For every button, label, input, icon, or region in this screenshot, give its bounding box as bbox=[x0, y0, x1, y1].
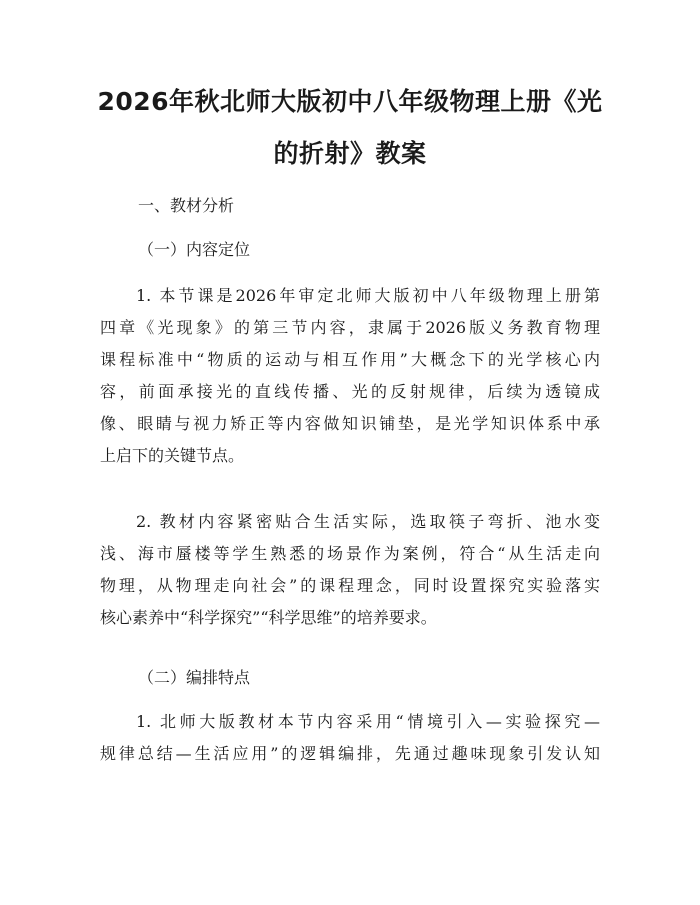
paragraph-2-line: 浅、海市蜃楼等学生熟悉的场景作为案例，符合“从生活走向 bbox=[100, 544, 600, 563]
paragraph-1-line: 课程标准中“物质的运动与相互作用”大概念下的光学核心内 bbox=[100, 350, 600, 369]
section-heading-teaching-material-analysis: 一、教材分析 bbox=[138, 196, 235, 215]
paragraph-1-line: 四章《光现象》的第三节内容，隶属于2026版义务教育物理 bbox=[100, 318, 600, 337]
paragraph-2-line: 2. 教材内容紧密贴合生活实际，选取筷子弯折、池水变 bbox=[136, 512, 600, 531]
paragraph-2-line: 物理，从物理走向社会”的课程理念，同时设置探究实验落实 bbox=[100, 576, 600, 595]
paragraph-3-line: 1. 北师大版教材本节内容采用“情境引入—实验探究— bbox=[136, 712, 600, 731]
title-line-2: 的折射》教案 bbox=[273, 139, 427, 168]
subsection-heading-content-positioning: （一）内容定位 bbox=[138, 240, 251, 259]
paragraph-1-line: 容，前面承接光的直线传播、光的反射规律，后续为透镜成 bbox=[100, 382, 600, 401]
paragraph-1-line: 1. 本节课是2026年审定北师大版初中八年级物理上册第 bbox=[136, 286, 600, 305]
document-title bbox=[90, 76, 610, 180]
paragraph-3-line: 规律总结—生活应用”的逻辑编排，先通过趣味现象引发认知 bbox=[100, 744, 600, 763]
paragraph-1-line: 像、眼睛与视力矫正等内容做知识铺垫，是光学知识体系中承 bbox=[100, 414, 600, 433]
title-line-1: 2026年秋北师大版初中八年级物理上册《光 bbox=[97, 87, 603, 116]
paragraph-2 bbox=[100, 506, 600, 634]
subsection-heading-layout-features: （二）编排特点 bbox=[138, 668, 251, 687]
paragraph-2-line: 核心素养中“科学探究”“科学思维”的培养要求。 bbox=[100, 608, 437, 627]
paragraph-1 bbox=[100, 280, 600, 472]
paragraph-3 bbox=[100, 706, 600, 770]
paragraph-1-line: 上启下的关键节点。 bbox=[100, 446, 245, 465]
